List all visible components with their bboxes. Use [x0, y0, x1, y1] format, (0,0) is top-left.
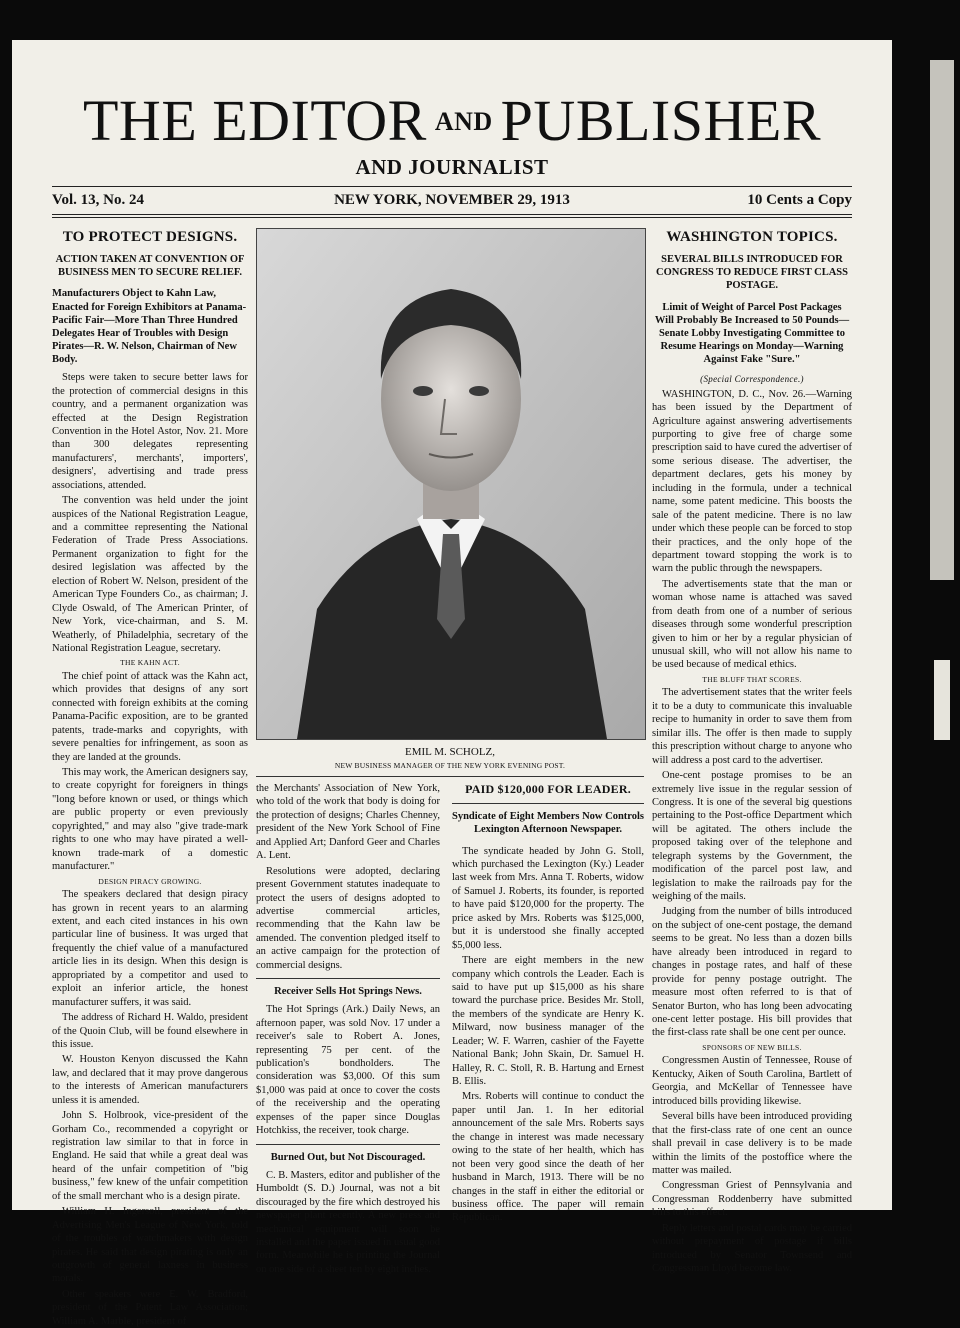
deck-manufacturers-object: Manufacturers Object to Kahn Law, Enacted for Foreign Exhibitors at Panama-Pacific Fair—More Than Three Hundred Delegates Hear of Troubles with Design Pirates—R. W. Nelson, Chairman of New Body. [52, 288, 247, 366]
price: 10 Cents a Copy [747, 192, 852, 208]
portrait-photo [256, 228, 646, 740]
headline-protect-designs: TO PROTECT DESIGNS. [62, 229, 238, 245]
paragraph: Congressman Griest of Pennsylvania and Congressman Roddenberry have submitted bills to this effect. [652, 1180, 852, 1219]
scan-edge-strip [930, 60, 954, 580]
paragraph: Several bills have been introduced providing that the first-class rate of one cent an ounce shall prevail in case delivery is to be made within the limits of the postoffice where the matter was mailed. [652, 1111, 852, 1176]
deck-several-bills: SEVERAL BILLS INTRODUCED FOR CONGRESS TO REDUCE FIRST CLASS POSTAGE. [656, 254, 848, 292]
middle-right-column [452, 782, 645, 1224]
headline-washington-topics: WASHINGTON TOPICS. [666, 229, 838, 245]
deck-limit-weight: Limit of Weight of Parcel Post Packages Will Probably Be Increased to 50 Pounds—Senate Lobby Investigating Committee to Resume Hearings on Monday—Warning Against Fake "Sure." [654, 301, 850, 366]
paragraph: Reply letters and postal cards may be carried without prepayment of postage if bills introduced by Senator Townsend and Congressman Lloyd become law. [652, 1222, 852, 1275]
paragraph: C. B. Masters, editor and publisher of the Humboldt (S. D.) Journal, was not a bit discouraged by the fire which destroyed his newspaper plant recently. A new press and mechanical equipment will soon be installed and the paper issued in usual good form. Meanwhile he is printing the Journal on one side of a sheet ten by eight inches. [256, 1169, 440, 1275]
masthead-title-right: PUBLISHER [500, 88, 821, 153]
paragraph: Mrs. Roberts will continue to conduct the paper until Jan. 1. In her editorial announcement of the sale Mrs. Roberts says the change in interest was made necessary owing to the state of her health, which has not been very good since the death of her husband in March, 1913. There will be no changes in the staff in either the editorial or business office. The paper will remain Republican. [452, 1091, 644, 1224]
caption-rule [256, 776, 644, 777]
dateline-rule-double [52, 217, 852, 218]
volume-number: Vol. 13, No. 24 [52, 192, 144, 208]
paragraph: This may work, the American designers say, to create copyright for foreigners in things "long before known or used, or things which are public property or even previously copyrighted," and may also "give trade-mark rights to one who may have pirated a well-known trade-mark of a domestic manufacturer." [52, 767, 248, 873]
photo-caption [256, 746, 644, 770]
subhead-sponsors: SPONSORS OF NEW BILLS. [702, 1042, 802, 1052]
paragraph: The convention was held under the joint auspices of the National Registration League, and a committee representing the National Federation of Trade Press Associations. Permanent organization to fight for the desired legislation was affected by the election of Robert W. Nelson, president of the American Type Founders Co., as chairman; J. Clyde Oswald, of The American Printer, of New York, vice-chairman, and S. M. Weatherly, of Philadelphia, secretary of the National Registration League, secretary. [52, 495, 248, 654]
paragraph: The speakers declared that design piracy has grown in recent years to an alarming extent, and each cited instances in his own particular line of business. It was urged that frequently the chief value of a manufactured article lies in its design. When this design is appropriated by a competitor and used to exploit an inferior article, the honest manufacturer suffers, it was said. [52, 889, 248, 1008]
subhead-design-piracy: DESIGN PIRACY GROWING. [98, 876, 202, 886]
paragraph: The syndicate headed by John G. Stoll, which purchased the Lexington (Ky.) Leader last week from Mrs. Anna T. Roberts, widow of Samuel J. Roberts, its founder, is reported to have paid $120,000 for the property. The price asked by Mrs. Roberts was $125,000, but it is understood she finally accepted $5,000 less. [452, 845, 644, 951]
paragraph: WASHINGTON, D. C., Nov. 26.—Warning has been issued by the Department of Agriculture against answering advertisements purporting to give free of charge some prescription said to have cured the advertiser of some serious disease. The advertiser, the department declares, gets his money by including in the formula, under a technical name, some patent medicine. This boosts the sale of the patent medicine. There is no law under which these people can be forced to stop their practices, and the only hope of the department toward stopping the work is to warn the public through the newspapers. [652, 388, 852, 575]
paragraph: The Hot Springs (Ark.) Daily News, an afternoon paper, was sold Nov. 17 under a receiver's sale to Robert A. Jones, representing 75 per cent. of the publication's bondholders. The consideration was $3,000. Of this sum $1,000 was paid at once to cover the costs of the receivership and the operating expenses of the paper since Douglas Hotchkiss, the receiver, took charge. [256, 1004, 440, 1137]
middle-left-column [256, 782, 440, 1275]
paragraph: Judging from the number of bills introduced on the subject of one-cent postage, the demand seems to be great. No less than a dozen bills have already been introduced in regard to changes in postage rates, and half of these provide for penny postage outright. The measure most often referred to is that of Senator Burton, who has long been advocating one-cent letter postage. His bill provides that the first-class rate shall be one cent per ounce. [652, 906, 852, 1039]
paragraph: There are eight members in the new company which controls the Leader. Each is said to have put up $15,000 as his share toward the purchase price. Besides Mr. Stoll, the members of the syndicate are Henry K. Milward, now business manager of the Leader; W. F. Warren, cashier of the Fayette National Bank; John Skain, Dr. Samuel H. Halley, R. C. Stoll, R. B. Hartung and Ernest B. Ellis. [452, 955, 644, 1088]
headline-paid-leader: PAID $120,000 FOR LEADER. [465, 782, 631, 796]
deck-syndicate: Syndicate of Eight Members Now Controls Lexington Afternoon Newspaper. [452, 811, 645, 836]
paragraph: Congressmen Austin of Tennessee, Rouse of Kentucky, Aiken of South Carolina, Bartlett of Georgia, and McKellar of Tennessee have introduced bills providing likewise. [652, 1055, 852, 1107]
special-correspondence: (Special Correspondence.) [700, 374, 804, 385]
top-rule [52, 186, 852, 187]
masthead-subtitle: AND JOURNALIST [355, 155, 549, 179]
paragraph: Other speakers were E. W. Bradford, president of the Patent Law Association; William A. Marble, president of [52, 1288, 248, 1327]
newspaper-page [12, 40, 892, 1327]
paragraph: the Merchants' Association of New York, who told of the work that body is doing for the protection of designs; Charles Chenney, president of the New York School of Fine and Applied Art; Danford Geer and Charles A. Lent. [256, 783, 440, 862]
paragraph: The address of Richard H. Waldo, president of the Quoin Club, will be found elsewhere in this issue. [52, 1012, 248, 1050]
scan-edge-fragment [934, 660, 950, 740]
divider [256, 1144, 440, 1145]
paragraph: The advertisements state that the man or woman whose name is attached was saved from death from one of a number of serious diseases through some wonderful prescription given to him or her by a regular physician of unusual skill, who will not allow his name to be used because of medical ethics. [652, 578, 852, 671]
right-column [652, 228, 852, 1275]
paragraph: Steps were taken to secure better laws for the protection of commercial designs in this country, and a permanent organization was effected at the Design Registration Convention in the Hotel Astor, Nov. 21. More than 300 delegates representing manufacturers', merchants', importers', designers', advertising and trade press associations, attended. [52, 372, 248, 491]
left-column [52, 228, 248, 1327]
paragraph: The advertisement states that the writer feels it to be a duty to communicate this invaluable recipe to humanity in order to save them from similar ills. The offer is then made to supply this prescription without charge to anyone who will address a post card to the advertiser. [652, 687, 852, 766]
paragraph: John S. Holbrook, vice-president of the Gorham Co., recommended a copyright or registration law similar to that in force in England. He said that while a great deal was heard of the unfair competition of "big business," few knew of the unfair competition of the small merchant who is a design pirate. [52, 1110, 248, 1202]
headline-burned-out: Burned Out, but Not Discouraged. [270, 1151, 426, 1163]
masthead-title [12, 88, 892, 153]
paragraph: William H. Ingersoll, president of the Advertising Men's League of New York, told of the troubles of watchmakers with design pirates. He said that design pirating is only an outgrowth of general laxness in business morals. [52, 1206, 248, 1285]
headline-hot-springs: Receiver Sells Hot Springs News. [274, 986, 422, 998]
paragraph: The chief point of attack was the Kahn act, which provides that designs of any sort connected with foreign exhibits at the coming Panama-Pacific exposition, are to be granted patents, trade-marks and copyrights, with severe penalties for infringement, as soon as they are landed at the grounds. [52, 670, 248, 763]
caption-title: NEW BUSINESS MANAGER OF THE NEW YORK EVENING POST. [334, 761, 566, 770]
paragraph: Resolutions were adopted, declaring present Government statutes inadequate to protect the users of designs adopted to advertise commercial articles, recommending that the Kahn law be amended. The convention pledged itself to an active campaign for the protection of commercial designs. [256, 865, 440, 971]
divider [452, 803, 644, 804]
masthead-title-left: THE EDITOR [83, 88, 427, 153]
divider [256, 978, 440, 979]
dateline-rule [52, 214, 852, 215]
portrait-illustration [257, 229, 645, 739]
subhead-bluff: THE BLUFF THAT SCORES. [702, 674, 802, 684]
subhead-kahn-act: THE KAHN ACT. [120, 658, 180, 668]
paragraph: W. Houston Kenyon discussed the Kahn law, and declared that it may prove dangerous to the interests of American manufacturers unless it is amended. [52, 1054, 248, 1106]
caption-name: EMIL M. SCHOLZ, [404, 746, 496, 758]
dateline-place-date: NEW YORK, NOVEMBER 29, 1913 [334, 192, 570, 208]
masthead-title-and: AND [434, 107, 493, 136]
paragraph: One-cent postage promises to be an extremely live issue in the regular session of Congress. It is one of the several big questions pertaining to the Post-office Department which will be agitated. The others include the proposed taking over of the telephone and telegraph systems by the Government, the modification of the parcel post law, and legislation to make the railroads pay for the weighing of the mails. [652, 770, 852, 903]
deck-action-taken: ACTION TAKEN AT CONVENTION OF BUSINESS MEN TO SECURE RELIEF. [55, 254, 245, 279]
